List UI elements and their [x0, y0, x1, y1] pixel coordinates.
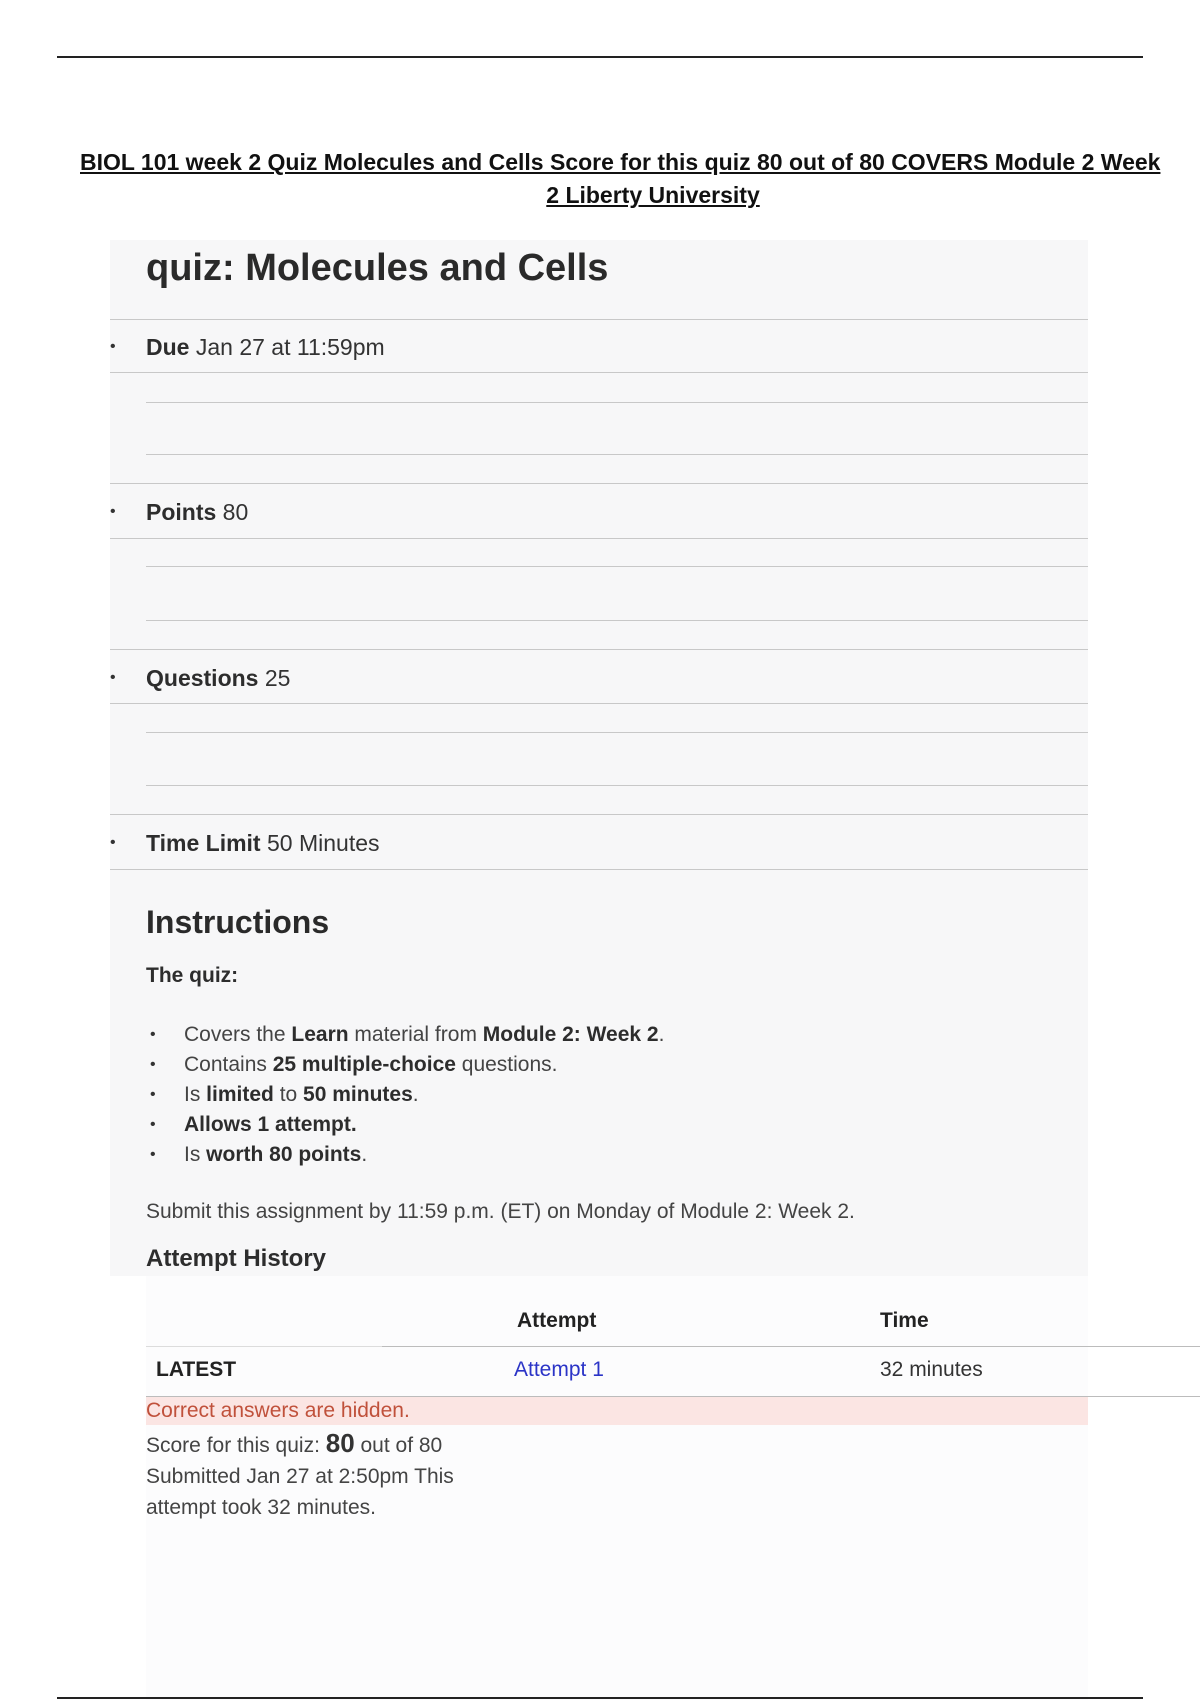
divider: [110, 649, 1088, 650]
bottom-rule: [57, 1697, 1143, 1699]
time-limit-label: Time Limit: [146, 830, 261, 856]
instructions-intro: The quiz:: [146, 964, 239, 987]
detail-points: [110, 497, 1088, 527]
column-header-attempt: Attempt: [517, 1309, 597, 1332]
divider: [110, 703, 1088, 704]
bullet: •: [110, 669, 116, 686]
divider: [146, 566, 1088, 567]
instruction-item: • Allows 1 attempt.: [146, 1110, 664, 1140]
document-title-continued: 2 Liberty University: [546, 182, 760, 208]
bullet: •: [110, 834, 116, 851]
hidden-answers-text: Correct answers are hidden.: [146, 1399, 410, 1422]
column-header-time: Time: [880, 1309, 929, 1332]
questions-label: Questions: [146, 665, 259, 691]
submitted-text: Submitted Jan 27 at 2:50pm This attempt took 32 minutes.: [146, 1465, 454, 1519]
submit-note: Submit this assignment by 11:59 p.m. (ET) on Monday of Module 2: Week 2.: [146, 1200, 855, 1223]
top-rule: [57, 56, 1143, 58]
detail-questions: [110, 663, 1088, 693]
attempt-link[interactable]: Attempt 1: [514, 1358, 604, 1381]
detail-time-limit: [110, 828, 1088, 858]
points-label: Points: [146, 499, 217, 525]
divider: [146, 402, 1088, 403]
attempt-history-heading: Attempt History: [146, 1245, 327, 1272]
due-value: Jan 27 at 11:59pm: [195, 334, 385, 360]
divider: [110, 538, 1088, 539]
instructions-heading: Instructions: [146, 904, 330, 940]
table-divider: [382, 1346, 1200, 1347]
score-summary: Score for this quiz: 80 out of 80 Submitted Jan 27 at 2:50pm This attempt took 32 minutes.: [146, 1428, 454, 1519]
bullet: •: [110, 338, 116, 355]
attempt-status: LATEST: [156, 1358, 237, 1381]
instructions-list: [146, 1020, 664, 1170]
divider: [146, 785, 1088, 786]
table-divider: [146, 1346, 382, 1347]
time-limit-value: 50 Minutes: [267, 830, 380, 856]
document-title: BIOL 101 week 2 Quiz Molecules and Cells Score for this quiz 80 out of 80 COVERS Module 2 Week: [80, 149, 1161, 175]
due-label: Due: [146, 334, 190, 360]
attempt-duration: 32 minutes: [880, 1358, 983, 1381]
divider: [110, 869, 1088, 870]
hidden-answers-notice: [146, 1397, 1088, 1425]
bullet: •: [110, 503, 116, 520]
divider: [146, 454, 1088, 455]
instruction-item: • Is worth 80 points.: [146, 1140, 664, 1170]
quiz-title: quiz: Molecules and Cells: [146, 247, 609, 289]
divider: [146, 732, 1088, 733]
instruction-item: • Covers the Learn material from Module 2: Week 2.: [146, 1020, 664, 1050]
divider: [146, 620, 1088, 621]
instruction-item: • Is limited to 50 minutes.: [146, 1080, 664, 1110]
divider: [110, 483, 1088, 484]
divider: [110, 319, 1088, 320]
divider: [110, 372, 1088, 373]
divider: [110, 814, 1088, 815]
score-value: 80: [325, 1428, 355, 1458]
questions-value: 25: [264, 665, 291, 691]
points-value: 80: [222, 499, 249, 525]
detail-due: [110, 332, 1088, 362]
instruction-item: • Contains 25 multiple-choice questions.: [146, 1050, 664, 1080]
